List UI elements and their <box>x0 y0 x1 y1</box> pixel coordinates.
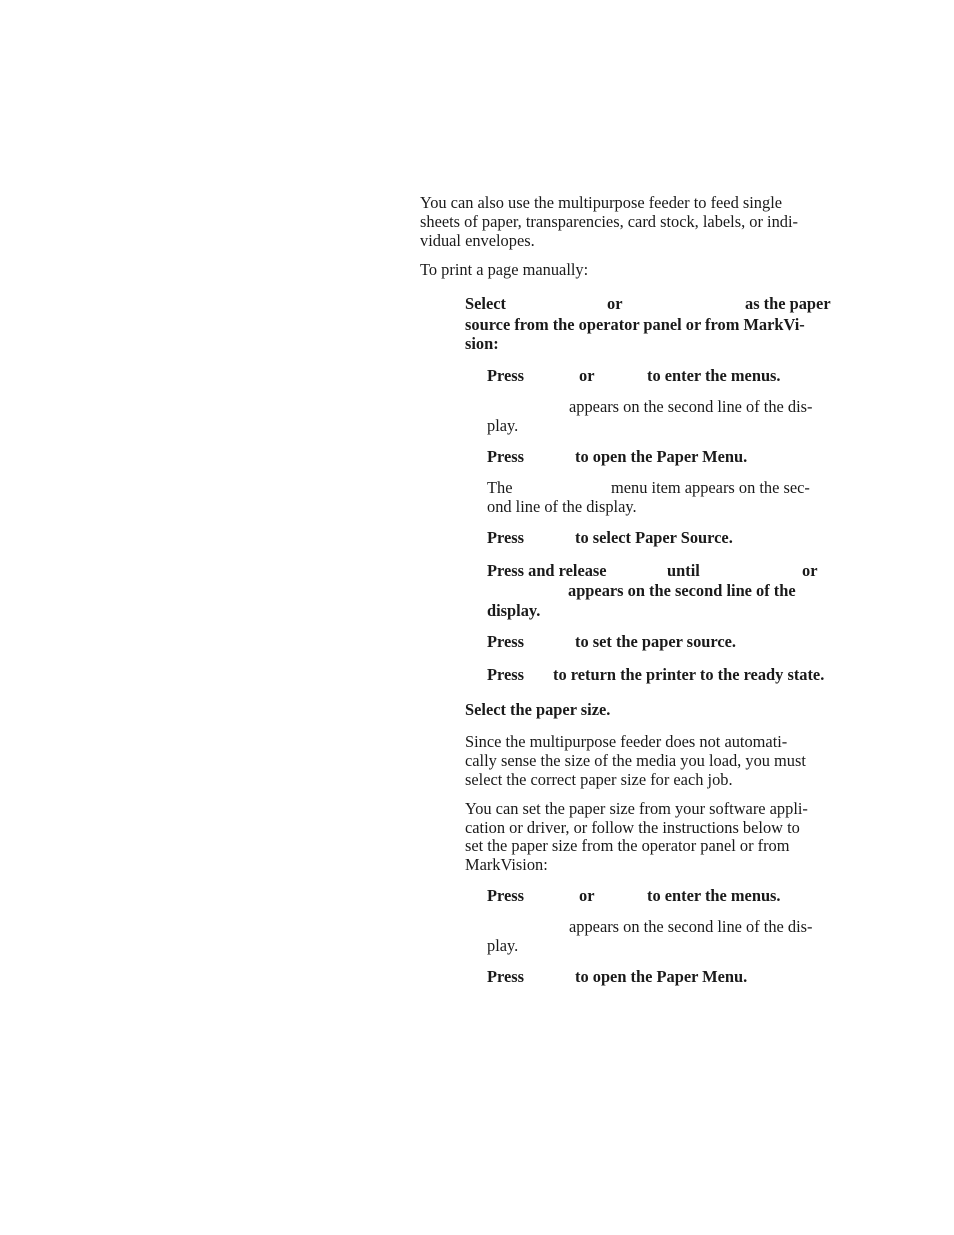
note-text: menu item appears on the sec- <box>611 478 810 497</box>
note-text: play. <box>487 936 519 955</box>
note-text: play. <box>487 416 519 435</box>
substep-text: Press <box>487 886 525 905</box>
substep-text: to return the printer to the ready state. <box>553 665 825 684</box>
substep-text: or <box>579 886 595 905</box>
substep-text: Press <box>487 967 525 986</box>
step-text: sion: <box>465 334 499 353</box>
text-line: You can set the paper size from your software appli- <box>465 799 808 818</box>
text-line: cally sense the size of the media you load, you must <box>465 751 806 770</box>
substep-text: appears on the second line of the <box>568 581 796 600</box>
substep-text: Press and release <box>487 561 607 580</box>
text-line: set the paper size from the operator panel or from <box>465 836 790 855</box>
substep-text: Press <box>487 447 525 466</box>
substep-text: to open the Paper Menu. <box>575 447 748 466</box>
text-line: Since the multipurpose feeder does not automati- <box>465 732 788 751</box>
substep-text: or <box>802 561 818 580</box>
text-line: sheets of paper, transparencies, card stock, labels, or indi- <box>420 212 799 231</box>
note-text: appears on the second line of the dis- <box>569 397 813 416</box>
substep-text: display. <box>487 601 541 620</box>
substep-text: Press <box>487 366 525 385</box>
substep-text: Press <box>487 665 525 684</box>
substep-text: until <box>667 561 700 580</box>
substep-text: to set the paper source. <box>575 632 737 651</box>
intro-lead: To print a page manually: <box>420 260 589 279</box>
step-text: as the paper <box>745 294 831 313</box>
text-line: MarkVision: <box>465 855 548 874</box>
text-line: cation or driver, or follow the instructions below to <box>465 818 800 837</box>
text-line: You can also use the multipurpose feeder to feed single <box>420 193 783 212</box>
note-text: appears on the second line of the dis- <box>569 917 813 936</box>
text-line: select the correct paper size for each job. <box>465 770 733 789</box>
substep-text: to open the Paper Menu. <box>575 967 748 986</box>
step-text: Select <box>465 294 506 313</box>
substep-text: or <box>579 366 595 385</box>
step-text: or <box>607 294 623 313</box>
text-line: vidual envelopes. <box>420 231 535 250</box>
step-2-heading: Select the paper size. <box>465 700 611 719</box>
note-text: The <box>487 478 513 497</box>
note-text: ond line of the display. <box>487 497 637 516</box>
substep-text: to select Paper Source. <box>575 528 733 547</box>
step-text: source from the operator panel or from MarkVi- <box>465 315 805 334</box>
substep-text: Press <box>487 528 525 547</box>
substep-text: to enter the menus. <box>647 366 781 385</box>
substep-text: to enter the menus. <box>647 886 781 905</box>
substep-text: Press <box>487 632 525 651</box>
